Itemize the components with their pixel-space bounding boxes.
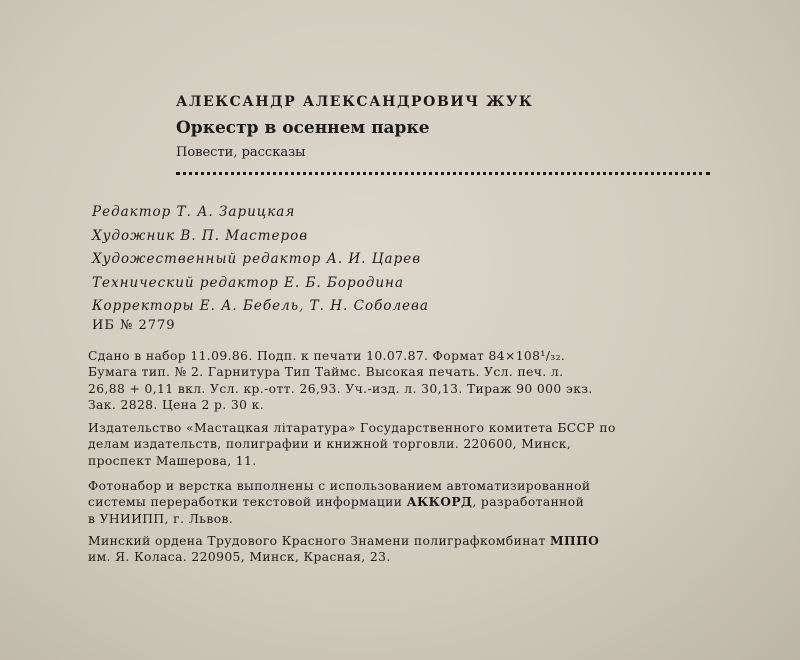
typesetting-line xyxy=(88,494,590,510)
credit-proofreaders: Корректоры Е. А. Бебель, Т. Н. Соболева xyxy=(92,298,429,314)
publisher-line: делам издательств, полиграфии и книжной торговли. 220600, Минск, xyxy=(88,437,572,452)
typesetting-line: в УНИИПП, г. Львов. xyxy=(88,511,234,526)
credits-list xyxy=(92,202,429,320)
typesetting-info xyxy=(88,478,590,527)
printer-name: МППО xyxy=(550,533,600,548)
printer-info xyxy=(88,533,599,566)
printer-line: им. Я. Коласа. 220905, Минск, Красная, 23. xyxy=(88,550,391,565)
publisher-info xyxy=(88,420,616,469)
publisher-line: Издательство «Мастацкая літаратура» Государственного комитета БССР по xyxy=(88,421,616,435)
publication-line: Бумага тип. № 2. Гарнитура Тип Таймс. Высокая печать. Усл. печ. л. xyxy=(88,365,564,380)
publication-details xyxy=(88,348,593,413)
publication-line: Зак. 2828. Цена 2 р. 30 к. xyxy=(88,397,265,412)
book-title: Оркестр в осеннем парке xyxy=(176,118,430,138)
system-name: АККОРД xyxy=(406,494,473,510)
ib-number: ИБ № 2779 xyxy=(92,318,176,333)
dotted-separator xyxy=(176,172,710,175)
typesetting-text: , разработанной xyxy=(472,495,585,510)
author-name: АЛЕКСАНДР АЛЕКСАНДРОВИЧ ЖУК xyxy=(176,94,534,110)
credit-artist: Художник В. П. Мастеров xyxy=(92,227,309,244)
credit-editor: Редактор Т. А. Зарицкая xyxy=(92,204,296,220)
book-genre: Повести, рассказы xyxy=(176,145,306,160)
publisher-line: проспект Машерова, 11. xyxy=(88,453,257,468)
printer-line xyxy=(88,533,599,549)
typesetting-line: Фотонабор и верстка выполнены с использованием автоматизированной xyxy=(88,479,591,493)
publication-line: Сдано в набор 11.09.86. Подп. к печати 10.07.87. Формат 84×108¹/₃₂. xyxy=(88,349,566,363)
typesetting-text: системы переработки текстовой информации xyxy=(88,495,407,510)
printer-text: Минский ордена Трудового Красного Знамени полиграфкомбинат xyxy=(88,534,551,548)
publication-line: 26,88 + 0,11 вкл. Усл. кр.-отт. 26,93. Уч.-изд. л. 30,13. Тираж 90 000 экз. xyxy=(88,381,593,396)
credit-technical-editor: Технический редактор Е. Б. Бородина xyxy=(92,274,404,291)
credit-art-editor: Художественный редактор А. И. Царев xyxy=(92,251,422,267)
